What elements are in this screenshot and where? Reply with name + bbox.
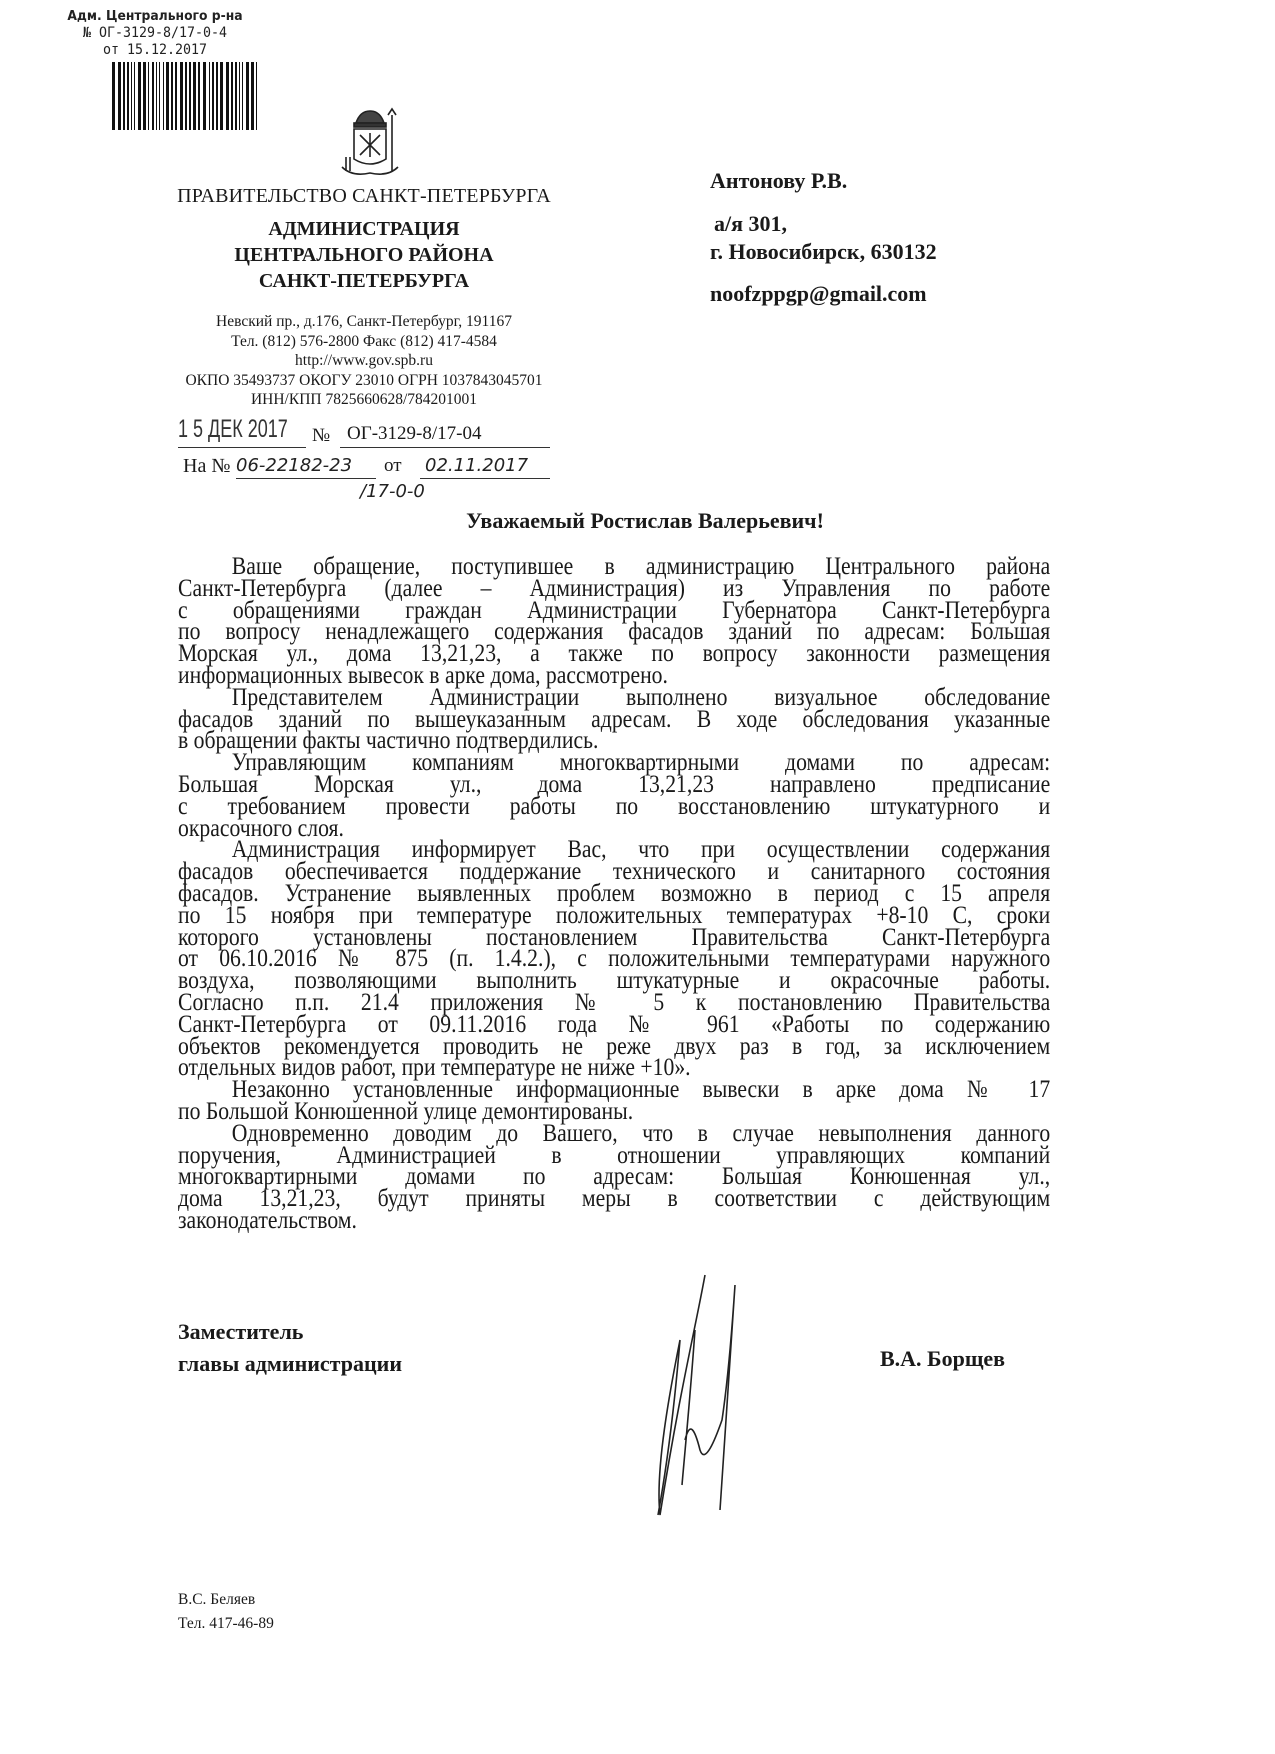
body-line-text: отдельных видов работ, при температуре не ниже +10». (178, 1054, 691, 1082)
administration-name (175, 216, 553, 294)
admin-line: ЦЕНТРАЛЬНОГО РАЙОНА (234, 244, 494, 266)
barcode-bar (256, 62, 257, 130)
address-line: Невский пр., д.176, Санкт-Петербург, 191167 (216, 313, 512, 330)
barcode-bar (123, 62, 125, 130)
coat-of-arms-icon (330, 105, 410, 185)
number-underline (340, 447, 550, 448)
body-line-text: которого установлены постановлением Правительства Санкт-Петербурга (178, 923, 1051, 951)
barcode-bar (159, 62, 160, 130)
barcode-bar (212, 62, 214, 130)
body-line-text: фасадов обеспечивается поддержание технического и санитарного состояния (178, 858, 1051, 886)
body-line-text: Незаконно установленные информационные вывески в арке дома № 17 (231, 1076, 1051, 1104)
handwritten-signature (640, 1270, 760, 1520)
body-line-text: законодательством. (178, 1206, 357, 1234)
recipient-box: а/я 301, (714, 211, 788, 236)
executor (178, 1588, 274, 1636)
barcode-bar (156, 62, 157, 130)
recipient-city: г. Новосибирск, 630132 (710, 239, 937, 264)
recipient-email: noofzppgp@gmail.com (710, 281, 927, 306)
body-line-text: Санкт-Петербурга (далее – Администрация) из Управления по работе (178, 574, 1051, 602)
contact-details (175, 312, 553, 410)
ref-date-underline (420, 478, 550, 479)
admin-line: САНКТ-ПЕТЕРБУРГА (258, 270, 470, 292)
reference-label: На № (183, 455, 231, 477)
body-line-text: Представителем Администрации выполнено визуальное обследование (231, 683, 1051, 711)
barcode-bar (203, 62, 206, 130)
barcode-bar (198, 62, 200, 130)
signer-title-line: главы администрации (178, 1351, 403, 1376)
body-line-text: фасадов зданий по вышеуказанным адресам. В ходе обследования указанные (178, 705, 1051, 733)
barcode-bar (226, 62, 229, 130)
recipient-name: Антонову Р.В. (710, 168, 848, 193)
body-line-text: по вопросу ненадлежащего содержания фасадов зданий по адресам: Большая (178, 618, 1051, 646)
body-line-text: от 06.10.2016 № 875 (п. 1.4.2.), с положительными температурами наружного (178, 945, 1051, 973)
admin-line: АДМИНИСТРАЦИЯ (268, 218, 460, 240)
barcode-bar (163, 62, 164, 130)
barcode-bar (235, 62, 237, 130)
barcode-bar (166, 62, 169, 130)
signer-name: В.А. Борщев (880, 1346, 1006, 1371)
barcode-bar (134, 62, 135, 130)
letter-body (178, 553, 1051, 1234)
body-line-text: Морская ул., дома 13,21,23, а также по вопросу законности размещения (178, 640, 1051, 668)
government-name: ПРАВИТЕЛЬСТВО САНКТ-ПЕТЕРБУРГА (177, 185, 551, 207)
body-line-text: по Большой Конюшенной улице демонтированы. (178, 1097, 634, 1125)
outgoing-date-stamp: 1 5 ДЕК 2017 (178, 415, 288, 443)
registration-stamp (65, 8, 246, 59)
stamp-date: от 15.12.2017 (102, 42, 208, 58)
body-line-text: с обращениями граждан Администрации Губернатора Санкт-Петербурга (178, 596, 1051, 624)
barcode-bar (185, 62, 187, 130)
body-line-text: дома 13,21,23, будут приняты меры в соответствии с действующим (178, 1185, 1051, 1213)
barcode-bar (189, 62, 191, 130)
number-label: № (312, 425, 331, 446)
barcode-bar (127, 62, 129, 130)
body-line-text: Управляющим компаниям многоквартирными домами по адресам: (231, 749, 1051, 777)
body-line-text: многоквартирными домами по адресам: Большая Конюшенная ул., (178, 1163, 1051, 1191)
executor-name: В.С. Беляев (178, 1591, 256, 1608)
body-line-text: поручения, Администрацией в отношении управляющих компаний (178, 1141, 1051, 1169)
reference-number-suffix: /17-0-0 (360, 481, 425, 502)
barcode-bar (143, 62, 146, 130)
reference-date: 02.11.2017 (425, 455, 529, 476)
barcode-bar (220, 62, 223, 130)
barcode-bar (231, 62, 233, 130)
stamp-org: Адм. Центрального р-на (67, 9, 243, 24)
barcode-bar (242, 62, 243, 130)
barcode-bar (180, 62, 183, 130)
barcode-bar (246, 62, 249, 130)
barcode-bar (138, 62, 141, 130)
body-line-text: Большая Морская ул., дома 13,21,23 направлено предписание (178, 770, 1051, 798)
salutation: Уважаемый Ростислав Валерьевич! (466, 508, 824, 533)
body-line-text: Ваше обращение, поступившее в администрацию Центрального района (231, 553, 1051, 580)
body-line-text: информационных вывесок в арке дома, рассмотрено. (178, 661, 668, 689)
body-line-text: Администрация информирует Вас, что при осуществлении содержания (231, 836, 1051, 864)
ref-underline (236, 478, 376, 479)
barcode-bar (118, 62, 121, 130)
body-line-text: с требованием провести работы по восстановлению штукатурного и (178, 792, 1051, 820)
inn-kpp-line: ИНН/КПП 7825660628/784201001 (250, 391, 478, 408)
barcode-bar (152, 62, 154, 130)
barcode-bar (171, 62, 173, 130)
barcode-bar (175, 62, 177, 130)
body-line-text: воздуха, позволяющими выполнить штукатурные и окрасочные работы. (178, 967, 1051, 995)
body-line-text: в обращении факты частично подтвердились. (178, 727, 599, 755)
barcode-bar (216, 62, 218, 130)
body-line-text: Санкт-Петербурга от 09.11.2016 года № 961 «Работы по содержанию (178, 1010, 1051, 1038)
signer-title (178, 1316, 402, 1380)
barcode-bar (193, 62, 196, 130)
date-underline (178, 447, 306, 448)
from-label: от (384, 455, 402, 476)
stamp-number: № ОГ-3129-8/17-0-4 (82, 25, 228, 41)
barcode-bar (239, 62, 240, 130)
body-line-text: фасадов. Устранение выявленных проблем возможно в период с 15 апреля (178, 879, 1051, 907)
body-line-text: окрасочного слоя. (178, 814, 344, 842)
body-line-text: по 15 ноября при температуре положительных температурах +8-10 С, сроки (178, 901, 1051, 929)
outgoing-number: ОГ-3129-8/17-04 (347, 423, 482, 444)
barcode-bar (148, 62, 149, 130)
body-line (178, 1206, 1050, 1234)
body-line-text: Согласно п.п. 21.4 приложения № 5 к постановлению Правительства (178, 988, 1051, 1016)
barcode-bar (131, 62, 132, 130)
barcode-bar (209, 62, 210, 130)
phone-fax-line: Тел. (812) 576-2800 Факс (812) 417-4584 (231, 332, 497, 350)
barcode-bar (112, 62, 115, 130)
signer-title-line: Заместитель (178, 1319, 304, 1344)
executor-phone: Тел. 417-46-89 (178, 1615, 274, 1632)
registry-codes-line: ОКПО 35493737 ОКОГУ 23010 ОГРН 1037843045701 (185, 371, 543, 389)
barcode (112, 62, 262, 130)
body-line-text: объектов рекомендуется проводить не реже двух раз в год, за исключением (178, 1032, 1051, 1060)
reference-number: 06-22182-23 (236, 455, 353, 476)
website-line: http://www.gov.spb.ru (295, 352, 433, 369)
barcode-bar (251, 62, 254, 130)
body-line-text: Одновременно доводим до Вашего, что в случае невыполнения данного (231, 1119, 1051, 1147)
